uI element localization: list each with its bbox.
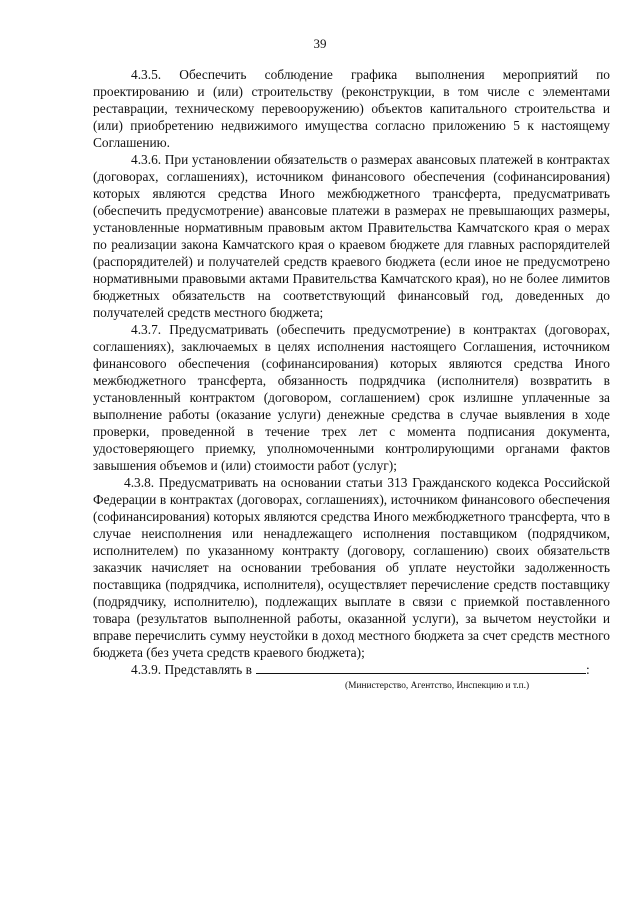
- clause-4-3-9-suffix: :: [585, 662, 590, 677]
- document-body: [93, 66, 610, 692]
- clause-4-3-8: 4.3.8. Предусматривать на основании статьи 313 Гражданского кодекса Российской Федерации в контрактах (договорах, соглашениях), источником финансового обеспечения (софинансирования) которых являются средства Иного межбюджетного трансферта, что в случае неисполнения или ненадлежащего исполнения поставщиком (подрядчиком, исполнителем) по указанному контракту (договору, соглашению) своих обязательств заказчик начисляет на основании требования об уплате неустойки задолженность поставщика (подрядчика, исполнителя), осуществляет перечисление средств поставщику (подрядчику, исполнителю), подлежащих выплате в связи с приемкой поставленного товара (результатов выполненной работы, оказанной услуги), за вычетом неустойки и вправе перечислить сумму неустойки в доход местного бюджета за счет средств местного бюджета (без учета средств краевого бюджета);: [93, 475, 610, 660]
- clause-4-3-7: 4.3.7. Предусматривать (обеспечить предусмотрение) в контрактах (договорах, соглашениях), заключаемых в целях исполнения настоящего Соглашения, источником финансового обеспечения (софинансирования) которых являются средства Иного межбюджетного трансферта, обязанность подрядчика (исполнителя) возвратить в установленный контрактом (договором, соглашением) срок излишне уплаченные за выполнение работы (оказание услуги) денежные средства в случае выявления в ходе проверки, проведенной в течение трех лет с момента подписания документа, удостоверяющего приемку, уполномоченными контролирующими органами фактов завышения объемов и (или) стоимости работ (услуг);: [93, 322, 610, 473]
- clause-4-3-5: 4.3.5. Обеспечить соблюдение графика выполнения мероприятий по проектированию и (или) строительству (реконструкции, в том числе с элементами реставрации, техническому перевооружению) объектов капитального строительства и (или) приобретению недвижимого имущества согласно приложению 5 к настоящему Соглашению.: [93, 67, 610, 150]
- fill-in-hint: (Министерство, Агентство, Инспекцию и т.п.): [345, 681, 530, 691]
- page-number: 39: [313, 36, 327, 51]
- clause-4-3-6: 4.3.6. При установлении обязательств о размерах авансовых платежей в контрактах (договорах, соглашениях), источником финансового обеспечения (софинансирования) которых являются средства Иного межбюджетного трансферта, предусматривать (обеспечить предусмотрение) авансовые платежи в размерах не превышающих размеры, установленные нормативным правовым актом Правительства Камчатского края о мерах по реализации закона Камчатского края о краевом бюджете для главных распорядителей (распорядителей) и получателей средств краевого бюджета (если иное не предусмотрено нормативными правовыми актами Правительства Камчатского края), но не более лимитов бюджетных обязательств на соответствующий финансовый год, доведенных до получателей средств местного бюджета;: [93, 152, 610, 320]
- clause-4-3-9: [93, 661, 610, 678]
- fill-in-blank: [256, 661, 586, 674]
- clause-4-3-9-prefix: 4.3.9. Представлять в: [131, 662, 252, 677]
